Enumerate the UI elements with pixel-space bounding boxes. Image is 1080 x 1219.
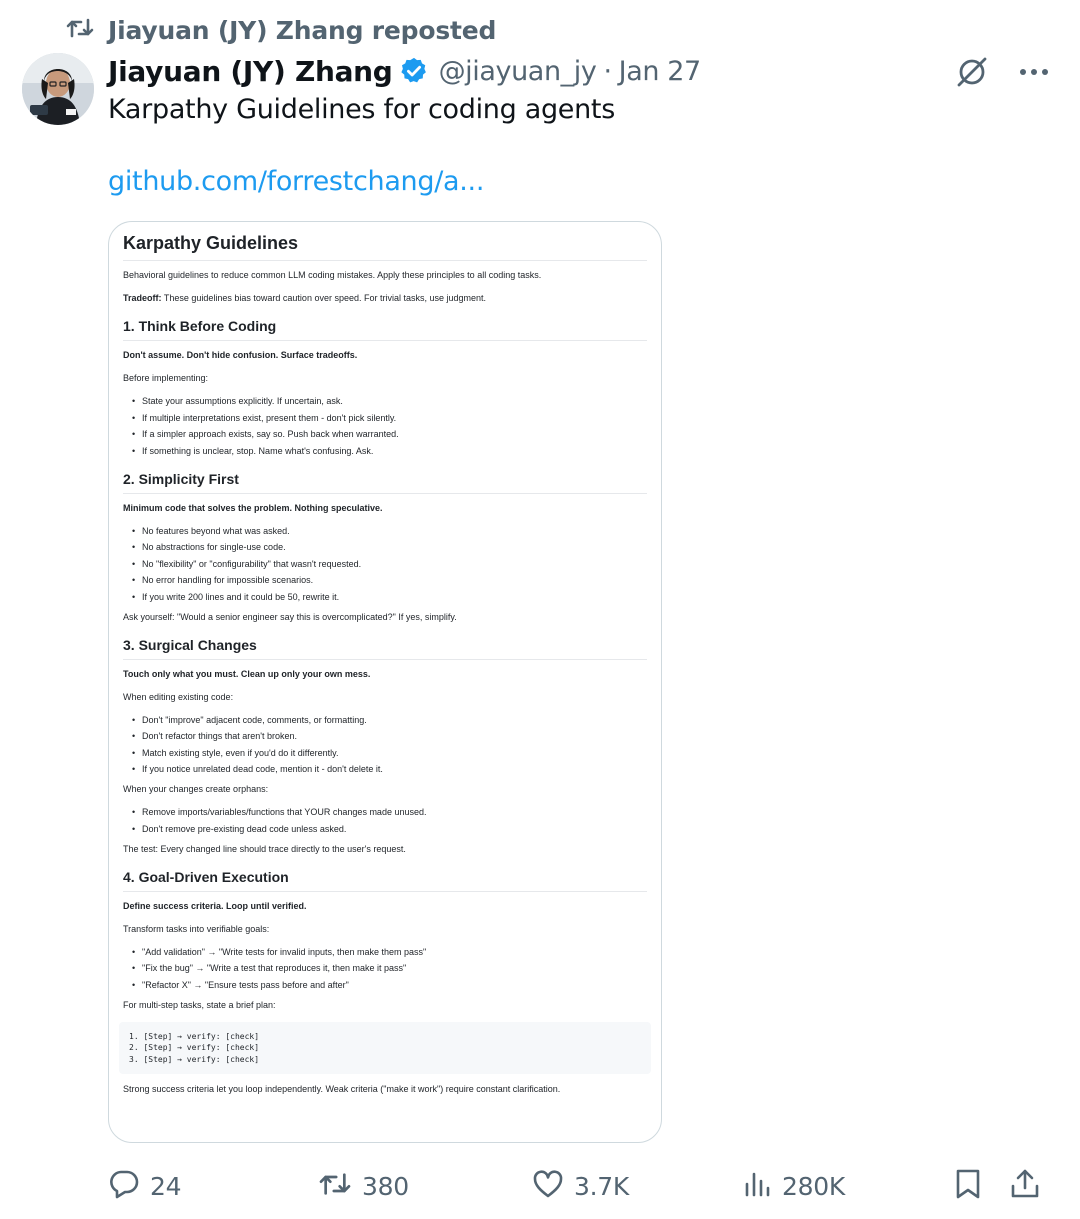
section-2-lead: Minimum code that solves the problem. Nothing speculative. [123,502,383,513]
list-item: • If a simpler approach exists, say so. Push back when warranted. [132,428,647,440]
views-icon [744,1170,772,1203]
section-3-heading: 3. Surgical Changes [123,636,647,660]
repost-label: Jiayuan (JY) Zhang reposted [108,15,497,45]
section-4-sub: Transform tasks into verifiable goals: [123,923,270,934]
grok-icon[interactable] [954,54,990,90]
doc-tradeoff [123,292,647,304]
views-button[interactable] [744,1166,845,1206]
list-item: • If multiple interpretations exist, present them - don't pick silently. [132,412,647,424]
section-4-lead: Define success criteria. Loop until verified. [123,900,307,911]
repost-context[interactable] [66,14,496,46]
section-4-sub2: For multi-step tasks, state a brief plan: [123,999,276,1010]
repost-count: 380 [362,1171,409,1201]
section-3-closing: The test: Every changed line should trace directly to the user's request. [123,843,406,854]
list-item: • Match existing style, even if you'd do it differently. [132,747,647,759]
guidelines-document [109,222,661,1095]
tweet-top-actions [954,54,1052,90]
more-icon[interactable] [1016,54,1052,90]
section-1-lead: Don't assume. Don't hide confusion. Surface tradeoffs. [123,350,358,360]
plan-code-block [119,1022,651,1075]
tweet-header [108,52,701,90]
list-item: • "Fix the bug" → "Write a test that reproduces it, then make it pass" [132,962,647,974]
views-count: 280K [782,1171,845,1201]
separator-dot: · [603,55,612,87]
author-handle[interactable]: @jiayuan_jy [438,55,597,87]
doc-tradeoff-label: Tradeoff: [123,293,162,303]
section-4-closing: Strong success criteria let you loop independently. Weak criteria ("make it work") require constant clarification. [123,1084,561,1094]
post-date[interactable]: Jan 27 [618,55,701,87]
list-item: • No "flexibility" or "configurability" that wasn't requested. [132,558,647,570]
code-line: 2. [Step] → verify: [check] [129,1043,260,1052]
tweet-text: Karpathy Guidelines for coding agents [108,94,615,125]
section-1-list [132,395,647,457]
list-item: • Remove imports/variables/functions that YOUR changes made unused. [132,806,647,818]
section-3-list [132,714,647,776]
list-item: • "Add validation" → "Write tests for invalid inputs, then make them pass" [132,946,647,958]
list-item: • Don't refactor things that aren't broken. [132,730,647,742]
section-3-lead: Touch only what you must. Clean up only your own mess. [123,668,371,679]
reply-count: 24 [150,1171,182,1201]
doc-tradeoff-text: These guidelines bias toward caution over speed. For trivial tasks, use judgment. [161,293,487,303]
list-item: • Don't remove pre-existing dead code unless asked. [132,823,647,835]
repost-icon [66,16,94,45]
list-item: • Don't "improve" adjacent code, comments, or formatting. [132,714,647,726]
section-3-sub2: When your changes create orphans: [123,784,269,794]
like-count: 3.7K [574,1171,629,1201]
doc-intro: Behavioral guidelines to reduce common LLM coding mistakes. Apply these principles to all coding tasks. [123,270,542,280]
section-4-list [132,946,647,991]
tweet-link[interactable]: github.com/forrestchang/a... [108,166,485,197]
reply-button[interactable] [108,1166,181,1206]
section-1-sub: Before implementing: [123,373,209,383]
section-3-list2 [132,806,647,835]
like-icon [532,1169,564,1204]
bookmark-button[interactable] [954,1166,982,1206]
section-2-closing: Ask yourself: "Would a senior engineer say this is overcomplicated?" If yes, simplify. [123,611,457,622]
code-line: 1. [Step] → verify: [check] [129,1031,260,1041]
section-2-heading: 2. Simplicity First [123,470,647,494]
list-item: • No features beyond what was asked. [132,525,647,537]
doc-title: Karpathy Guidelines [123,232,647,261]
author-display-name[interactable]: Jiayuan (JY) Zhang [108,54,393,88]
reply-icon [108,1168,140,1205]
media-card[interactable] [108,221,662,1143]
list-item: • If you write 200 lines and it could be 50, rewrite it. [132,591,647,603]
section-3-sub: When editing existing code: [123,691,234,702]
section-4-heading: 4. Goal-Driven Execution [123,868,647,892]
list-item: • "Refactor X" → "Ensure tests pass before and after" [132,979,647,991]
section-2-list [132,525,647,603]
share-icon [1010,1168,1040,1205]
list-item: • If you notice unrelated dead code, mention it - don't delete it. [132,763,647,775]
tweet-action-bar [108,1166,1048,1206]
list-item: • No error handling for impossible scenarios. [132,574,647,586]
verified-badge-icon[interactable] [399,56,429,86]
repost-icon [318,1170,352,1203]
repost-button[interactable] [318,1166,409,1206]
section-1-heading: 1. Think Before Coding [123,317,647,341]
share-button[interactable] [1010,1166,1040,1206]
avatar[interactable] [22,53,94,125]
list-item: • No abstractions for single-use code. [132,541,647,553]
code-line: 3. [Step] → verify: [check] [129,1054,260,1064]
list-item: • State your assumptions explicitly. If uncertain, ask. [132,395,647,407]
bookmark-icon [954,1168,982,1205]
list-item: • If something is unclear, stop. Name what's confusing. Ask. [132,445,647,457]
like-button[interactable] [532,1166,629,1206]
